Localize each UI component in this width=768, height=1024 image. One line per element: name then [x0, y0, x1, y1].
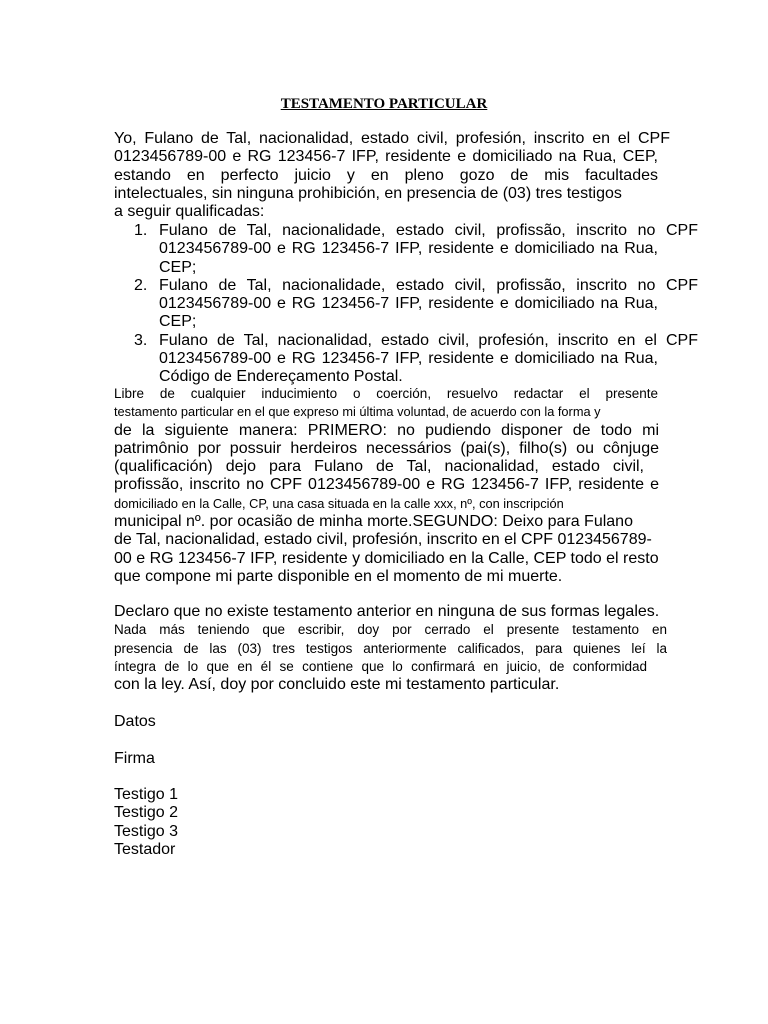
intro-line: a seguir qualificadas:: [114, 203, 265, 221]
declaration-line: presencia de las (03) tres testigos anteriormente calificados, para quienes leí la: [114, 640, 667, 656]
witness-list: [134, 222, 698, 387]
witness-line: CEP;: [159, 258, 197, 276]
witness-line: 0123456789-00 e RG 123456-7 IFP, residente e domiciliado na Rua,: [159, 295, 658, 313]
date-label: Datos: [114, 713, 156, 730]
body-line: municipal nº. por ocasião de minha morte.SEGUNDO: Deixo para Fulano: [114, 513, 633, 531]
body-line: (qualificación) dejo para Fulano de Tal, nacionalidad, estado civil,: [114, 458, 644, 476]
declaration-line: íntegra de lo que en él se contiene que lo confirmará en juicio, de conformidad: [114, 658, 647, 674]
witness-line: Fulano de Tal, nacionalidade, estado civil, profissão, inscrito no CPF: [159, 222, 698, 239]
body-line: de la siguiente manera: PRIMERO: no pudiendo disponer de todo mi: [114, 421, 659, 439]
body-line: 00 e RG 123456-7 IFP, residente y domiciliado en la Calle, CEP todo el resto: [114, 549, 659, 567]
witness-line: CEP;: [159, 313, 197, 331]
witness-2-signature: Testigo 2: [114, 804, 179, 822]
intro-line: intelectuales, sin ninguna prohibición, en presencia de (03) tres testigos: [114, 184, 622, 202]
body-line: testamento particular en el que expreso mi última voluntad, de acuerdo con la forma y: [114, 404, 601, 420]
body-line: profissão, inscrito no CPF 0123456789-00 e RG 123456-7 IFP, residente e: [114, 476, 659, 494]
witness-number: 3.: [134, 331, 148, 349]
witness-3-signature: Testigo 3: [114, 822, 179, 840]
intro-line: estando en perfecto juicio y en pleno gozo de mis facultades: [114, 166, 658, 184]
witness-item: [134, 222, 698, 277]
witness-item: [134, 332, 698, 387]
intro-line: 0123456789-00 e RG 123456-7 IFP, residente e domiciliado na Rua, CEP,: [114, 148, 658, 166]
signature-label: Firma: [114, 750, 155, 767]
intro-paragraph: [114, 130, 670, 221]
witness-line: 0123456789-00 e RG 123456-7 IFP, residente e domiciliado na Rua,: [159, 240, 658, 258]
witness-number: 1.: [134, 222, 148, 239]
witness-1-signature: Testigo 1: [114, 786, 179, 803]
declaration-line: con la ley. Así, doy por concluido este mi testamento particular.: [114, 676, 560, 694]
declaration-line: Nada más teniendo que escribir, doy por cerrado el presente testamento en: [114, 622, 667, 638]
body-line: domiciliado en la Calle, CP, una casa situada en la calle xxx, nº, con inscripción: [114, 495, 564, 511]
disposition-paragraph: [114, 385, 659, 586]
signature-line: [114, 786, 178, 859]
document-title: TESTAMENTO PARTICULAR: [280, 96, 488, 112]
witness-line: 0123456789-00 e RG 123456-7 IFP, residente e domiciliado na Rua,: [159, 350, 658, 368]
witness-line: Código de Endereçamento Postal.: [159, 368, 403, 386]
witness-line: Fulano de Tal, nacionalidade, estado civil, profissão, inscrito no CPF: [159, 276, 698, 294]
body-line: que compone mi parte disponible en el momento de mi muerte.: [114, 567, 563, 585]
witness-line: Fulano de Tal, nacionalidad, estado civil, profesión, inscrito en el CPF: [159, 331, 698, 349]
body-line: patrimônio por possuir herdeiros necessários (pai(s), filho(s) ou cônjuge: [114, 439, 659, 457]
witness-item: [134, 277, 698, 332]
witness-number: 2.: [134, 276, 148, 294]
body-line: de Tal, nacionalidad, estado civil, profesión, inscrito en el CPF 0123456789-: [114, 531, 652, 549]
intro-line: Yo, Fulano de Tal, nacionalidad, estado civil, profesión, inscrito en el CPF: [114, 130, 670, 147]
declaration-line: Declaro que no existe testamento anterior en ninguna de sus formas legales.: [114, 603, 660, 620]
body-line: Libre de cualquier inducimiento o coerción, resuelvo redactar el presente: [114, 386, 658, 401]
declaration-paragraph: [114, 603, 670, 694]
testator-signature: Testador: [114, 840, 176, 858]
